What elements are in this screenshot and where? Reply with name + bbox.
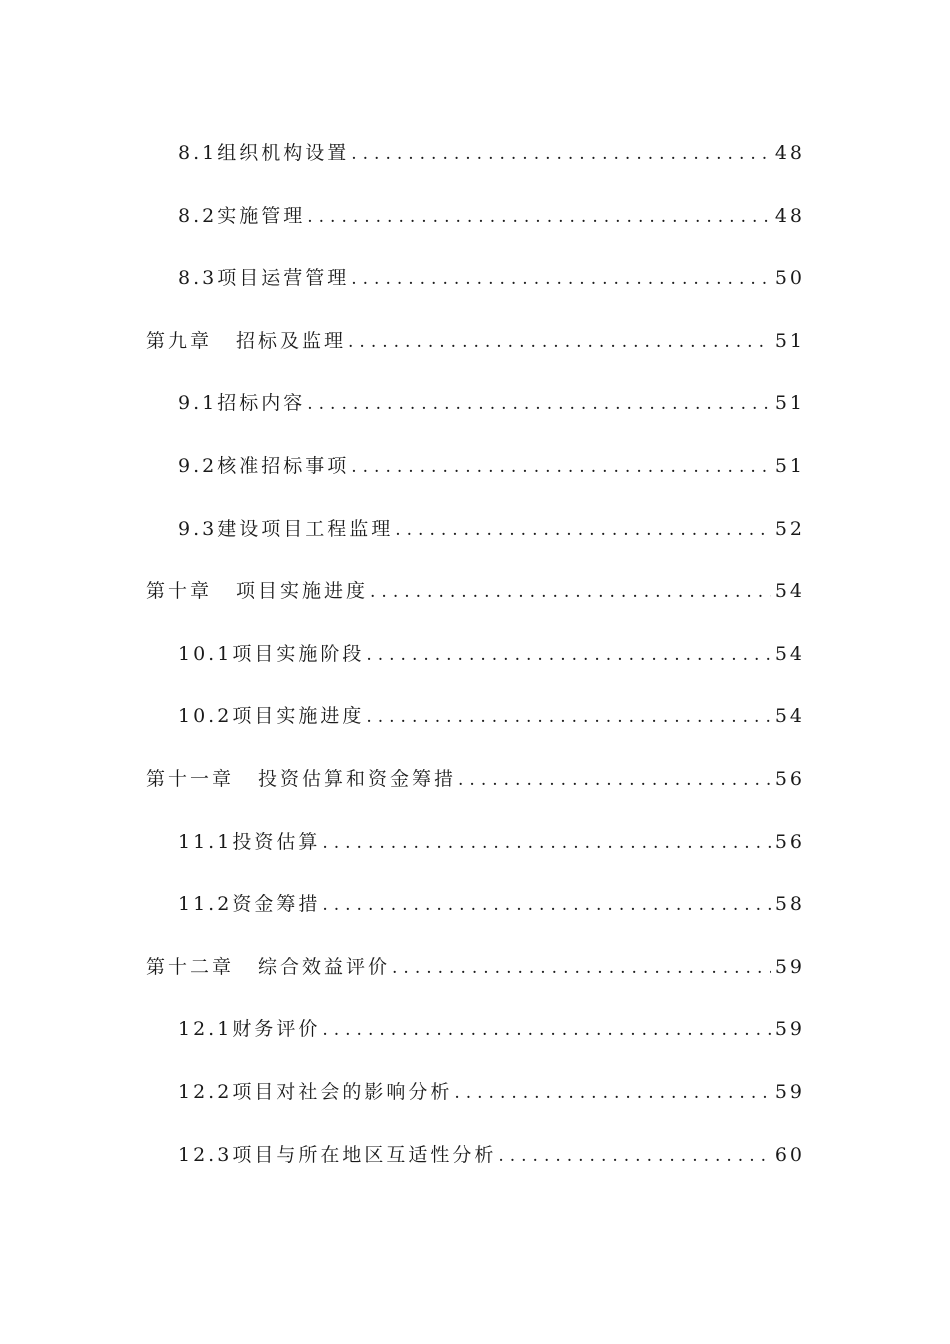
toc-dot-leader — [307, 394, 771, 414]
toc-entry-title-wrap — [178, 1140, 496, 1167]
toc-entry-title-wrap — [146, 576, 368, 603]
toc-dot-leader — [322, 895, 770, 915]
toc-entry-page: 59 — [774, 955, 805, 978]
toc-entry-number: 10.1 — [178, 642, 233, 665]
toc-entry-page: 52 — [774, 517, 805, 540]
toc-entry-title-wrap — [178, 827, 320, 854]
toc-entry-title: 建设项目工程监理 — [217, 517, 394, 540]
toc-dot-leader — [392, 958, 771, 978]
toc-entry-page: 58 — [774, 893, 805, 916]
toc-entry-page: 56 — [774, 767, 805, 790]
toc-entry-title: 招标内容 — [217, 392, 306, 415]
toc-entry-title-wrap — [146, 326, 346, 353]
toc-entry-title: 实施管理 — [217, 204, 306, 227]
toc-entry-page: 59 — [774, 1018, 805, 1041]
toc-entry-title-wrap — [178, 1077, 452, 1104]
toc-entry-title-wrap — [178, 263, 349, 290]
toc-chapter-entry[interactable] — [0, 748, 950, 811]
toc-entry-title: 项目实施阶段 — [232, 642, 365, 665]
toc-dot-leader — [395, 520, 771, 540]
toc-dot-leader — [307, 207, 771, 227]
toc-chapter-title: 投资估算和资金筹措 — [258, 767, 457, 790]
toc-entry-number: 12.2 — [178, 1080, 233, 1103]
toc-entry-page: 54 — [774, 580, 805, 603]
toc-entry-page: 48 — [774, 204, 805, 227]
toc-entry-page: 54 — [774, 642, 805, 665]
toc-entry-title: 项目实施进度 — [232, 705, 365, 728]
toc-entry-page: 50 — [774, 267, 805, 290]
toc-chapter-entry[interactable] — [0, 560, 950, 623]
toc-dot-leader — [498, 1146, 770, 1166]
toc-entry[interactable] — [0, 247, 950, 310]
toc-entry-page: 54 — [774, 705, 805, 728]
toc-entry-number: 12.1 — [178, 1018, 233, 1041]
toc-entry[interactable] — [0, 873, 950, 936]
toc-entry-page: 59 — [774, 1080, 805, 1103]
toc-entry[interactable] — [0, 1124, 950, 1187]
toc-dot-leader — [351, 144, 771, 164]
toc-entry[interactable] — [0, 623, 950, 686]
toc-entry-title: 项目与所在地区互适性分析 — [232, 1143, 497, 1166]
toc-entry-title: 财务评价 — [232, 1018, 321, 1041]
toc-entry[interactable] — [0, 1061, 950, 1124]
toc-chapter-number: 第十章 — [146, 580, 213, 603]
toc-dot-leader — [454, 1083, 770, 1103]
toc-dot-leader — [322, 1020, 770, 1040]
toc-entry-title-wrap — [146, 764, 456, 791]
toc-entry[interactable] — [0, 122, 950, 185]
toc-entry-title-wrap — [178, 639, 364, 666]
toc-entry-number: 8.2 — [178, 204, 218, 227]
toc-entry-title: 资金筹措 — [232, 893, 321, 916]
toc-entry[interactable] — [0, 372, 950, 435]
toc-dot-leader — [348, 332, 771, 352]
toc-chapter-number: 第十一章 — [146, 767, 235, 790]
toc-entry-title: 组织机构设置 — [217, 142, 350, 164]
toc-entry-number: 12.3 — [178, 1143, 233, 1166]
toc-entry-title-wrap — [146, 952, 390, 979]
toc-entry-title-wrap — [178, 889, 320, 916]
toc-entry-page: 51 — [774, 392, 805, 415]
toc-entry-title: 项目运营管理 — [217, 267, 350, 290]
toc-entry-title: 投资估算 — [232, 830, 321, 853]
toc-entry-title-wrap — [178, 1014, 320, 1041]
toc-entry-page: 60 — [774, 1143, 805, 1166]
toc-dot-leader — [370, 582, 771, 602]
toc-entry-page: 56 — [774, 830, 805, 853]
toc-entry-number: 11.1 — [178, 830, 233, 853]
toc-chapter-number: 第九章 — [146, 329, 213, 352]
toc-entry-number: 8.3 — [178, 267, 218, 290]
toc-entry-title-wrap — [178, 201, 305, 228]
toc-dot-leader — [351, 269, 771, 289]
toc-entry-number: 10.2 — [178, 705, 233, 728]
toc-entry-page: 51 — [774, 454, 805, 477]
toc-entry[interactable] — [0, 185, 950, 248]
toc-dot-leader — [458, 770, 771, 790]
toc-entry-title: 项目对社会的影响分析 — [232, 1080, 453, 1103]
toc-entry-number: 9.2 — [178, 454, 218, 477]
table-of-contents — [0, 122, 950, 1186]
toc-entry-title-wrap — [178, 451, 349, 478]
toc-entry-title: 核准招标事项 — [217, 454, 350, 477]
toc-chapter-title: 项目实施进度 — [236, 580, 369, 603]
toc-entry-title-wrap — [178, 701, 364, 728]
toc-chapter-entry[interactable] — [0, 310, 950, 373]
toc-dot-leader — [366, 707, 770, 727]
toc-chapter-title: 综合效益评价 — [258, 955, 391, 978]
toc-entry[interactable] — [0, 685, 950, 748]
toc-entry-number: 9.3 — [178, 517, 218, 540]
toc-entry-title-wrap — [178, 388, 305, 415]
toc-dot-leader — [366, 645, 770, 665]
toc-entry[interactable] — [0, 435, 950, 498]
toc-entry-page: 51 — [774, 329, 805, 352]
toc-chapter-title: 招标及监理 — [236, 329, 347, 352]
toc-entry[interactable] — [0, 811, 950, 874]
toc-entry-number: 9.1 — [178, 392, 218, 415]
toc-entry-number: 8.1 — [178, 142, 218, 164]
toc-entry[interactable] — [0, 998, 950, 1061]
toc-dot-leader — [351, 457, 771, 477]
toc-entry-number: 11.2 — [178, 893, 233, 916]
toc-entry[interactable] — [0, 498, 950, 561]
toc-chapter-entry[interactable] — [0, 936, 950, 999]
toc-entry-page: 48 — [774, 142, 805, 164]
toc-chapter-number: 第十二章 — [146, 955, 235, 978]
toc-dot-leader — [322, 833, 770, 853]
toc-entry-title-wrap — [178, 514, 393, 541]
toc-entry-title-wrap — [178, 138, 349, 165]
